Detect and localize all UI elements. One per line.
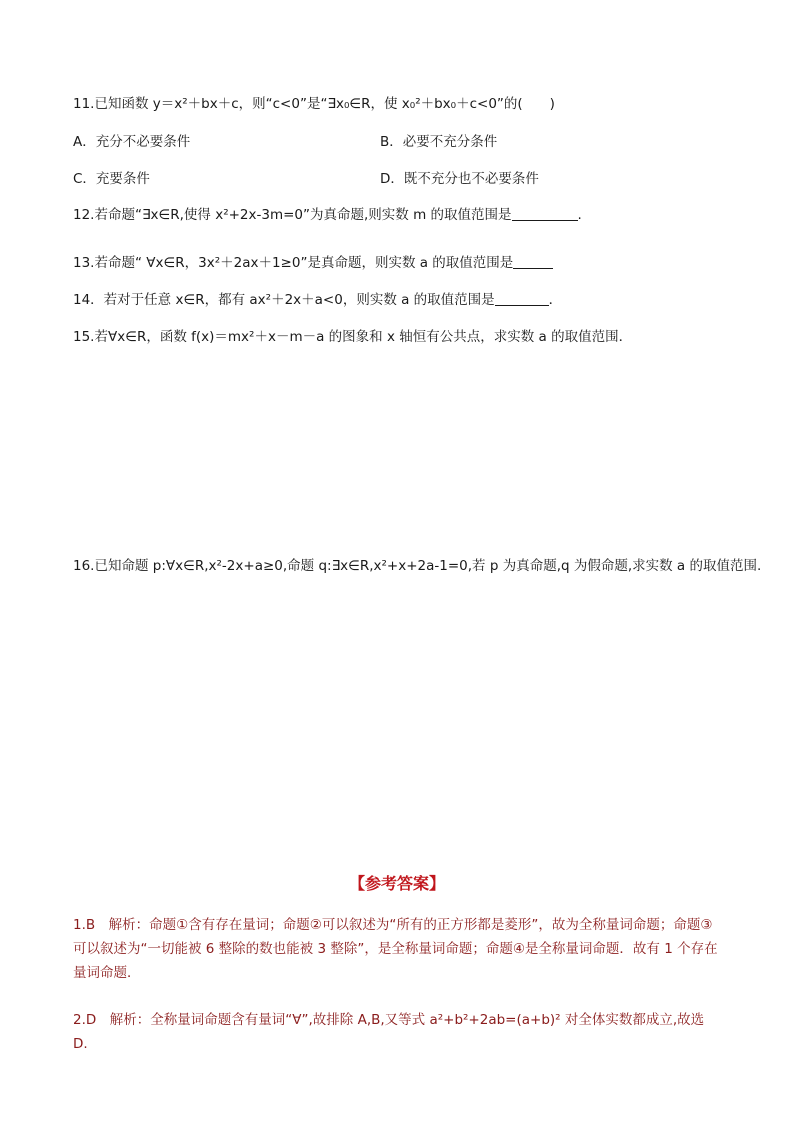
q11-option-c: C．充要条件 xyxy=(73,171,150,187)
question-12 xyxy=(73,206,582,224)
answer-1: 1.B 解析：命题①含有存在量词；命题②可以叙述为“所有的正方形都是菱形”，故为全称量词命题；命题③可以叙述为“一切能被 6 整除的数也能被 3 整除”，是全称量词命题；命题④是全称量词命题．故有 1 个存在量词命题． xyxy=(73,917,718,981)
question-13-text: 13.若命题“ ∀x∈R，3x²＋2ax＋1≥0”是真命题，则实数 a 的取值范围是 xyxy=(73,255,514,271)
question-15: 15.若∀x∈R，函数 f(x)＝mx²＋x－m－a 的图象和 x 轴恒有公共点，求实数 a 的取值范围． xyxy=(73,329,633,345)
answers-title: 【参考答案】 xyxy=(348,874,445,893)
q11-option-d: D．既不充分也不必要条件 xyxy=(380,171,539,187)
question-14-tail: ． xyxy=(548,292,563,308)
question-13 xyxy=(73,254,553,272)
answer-2: 2.D 解析：全称量词命题含有量词“∀”,故排除 A,B,又等式 a²+b²+2ab=(a+b)² 对全体实数都成立,故选 D. xyxy=(73,1012,705,1052)
question-12-tail: . xyxy=(577,207,582,223)
q11-option-b: B．必要不充分条件 xyxy=(380,134,498,150)
question-14-text: 14．若对于任意 x∈R，都有 ax²＋2x＋a<0，则实数 a 的取值范围是 xyxy=(73,292,495,308)
answer-blank-13 xyxy=(513,255,553,269)
answer-blank-12 xyxy=(512,207,578,221)
q11-option-a: A．充分不必要条件 xyxy=(73,134,191,150)
question-16: 16.已知命题 p:∀x∈R,x²-2x+a≥0,命题 q:∃x∈R,x²+x+2a-1=0,若 p 为真命题,q 为假命题,求实数 a 的取值范围. xyxy=(73,558,762,574)
question-11-stem: 11.已知函数 y＝x²＋bx＋c，则“c<0”是“∃x₀∈R，使 x₀²＋bx₀＋c<0”的( ) xyxy=(73,96,555,112)
question-12-text: 12.若命题“∃x∈R,使得 x²+2x-3m=0”为真命题,则实数 m 的取值范围是 xyxy=(73,207,512,223)
question-14 xyxy=(73,291,562,309)
answer-blank-14 xyxy=(495,292,549,306)
